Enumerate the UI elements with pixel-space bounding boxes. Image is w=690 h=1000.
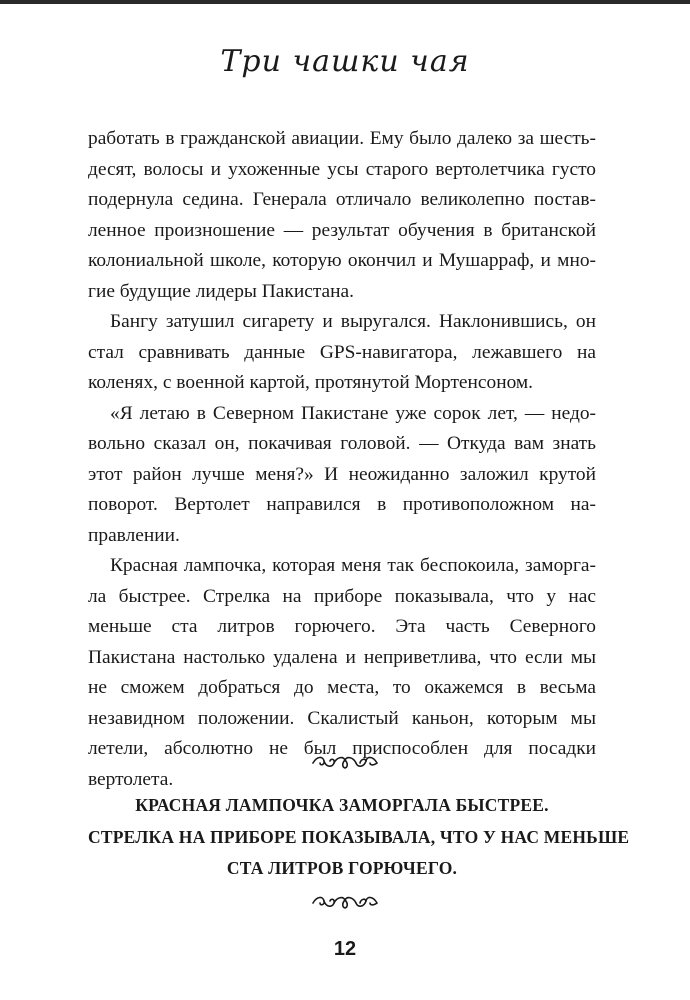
- scroll-ornament-icon: [311, 892, 379, 914]
- top-rule: [0, 0, 690, 4]
- page-number: 12: [333, 938, 357, 960]
- ornament-bottom: [0, 892, 690, 916]
- pull-quote-line: СТРЕЛКА НА ПРИБОРЕ ПОКАЗЫВАЛА, ЧТО У НАС МЕНЬШЕ: [88, 826, 630, 847]
- paragraph-continuation: работать в гражданской авиации. Ему было далеко за шестьдесят, волосы и ухоженные усы старого вертолетчика густо подернула седина. Генерала отличало великолепно поставленное произношение — результат обучения в британской колониальной школе, которую окончил и Мушарраф, и многие будущие лидеры Пакистана.: [88, 128, 596, 302]
- body-text: [88, 124, 596, 795]
- paragraph: Красная лампочка, которая меня так беспокоила, заморгала быстрее. Стрелка на приборе показывала, что у нас меньше ста литров горючего. Эта часть Северного Пакистана настолько удалена и неприветлива, что если мы не сможем добраться до места, то окажемся в весьма незавидном положении. Скалистый каньон, которым мы летели, абсолютно не был приспособлен для посадки вертолета.: [88, 555, 596, 790]
- scroll-ornament-icon: [311, 752, 379, 774]
- pull-quote-line: КРАСНАЯ ЛАМПОЧКА ЗАМОРГАЛА БЫСТРЕЕ.: [135, 795, 549, 815]
- running-head: Три чашки чая: [220, 44, 470, 79]
- ornament-top: [0, 752, 690, 776]
- paragraph: Бангу затушил сигарету и выругался. Наклонившись, он стал сравнивать данные GPS-навигатора, лежавшего на коленях, с военной картой, протянутой Мортенсоном.: [88, 311, 596, 393]
- paragraph: «Я летаю в Северном Пакистане уже сорок лет, — недовольно сказал он, покачивая головой. — Откуда вам знать этот район лучше меня?» И неожиданно заложил крутой поворот. Вертолет направился в противоположном направлении.: [88, 402, 596, 546]
- pull-quote: [88, 790, 630, 885]
- pull-quote-line: СТА ЛИТРОВ ГОРЮЧЕГО.: [226, 858, 458, 878]
